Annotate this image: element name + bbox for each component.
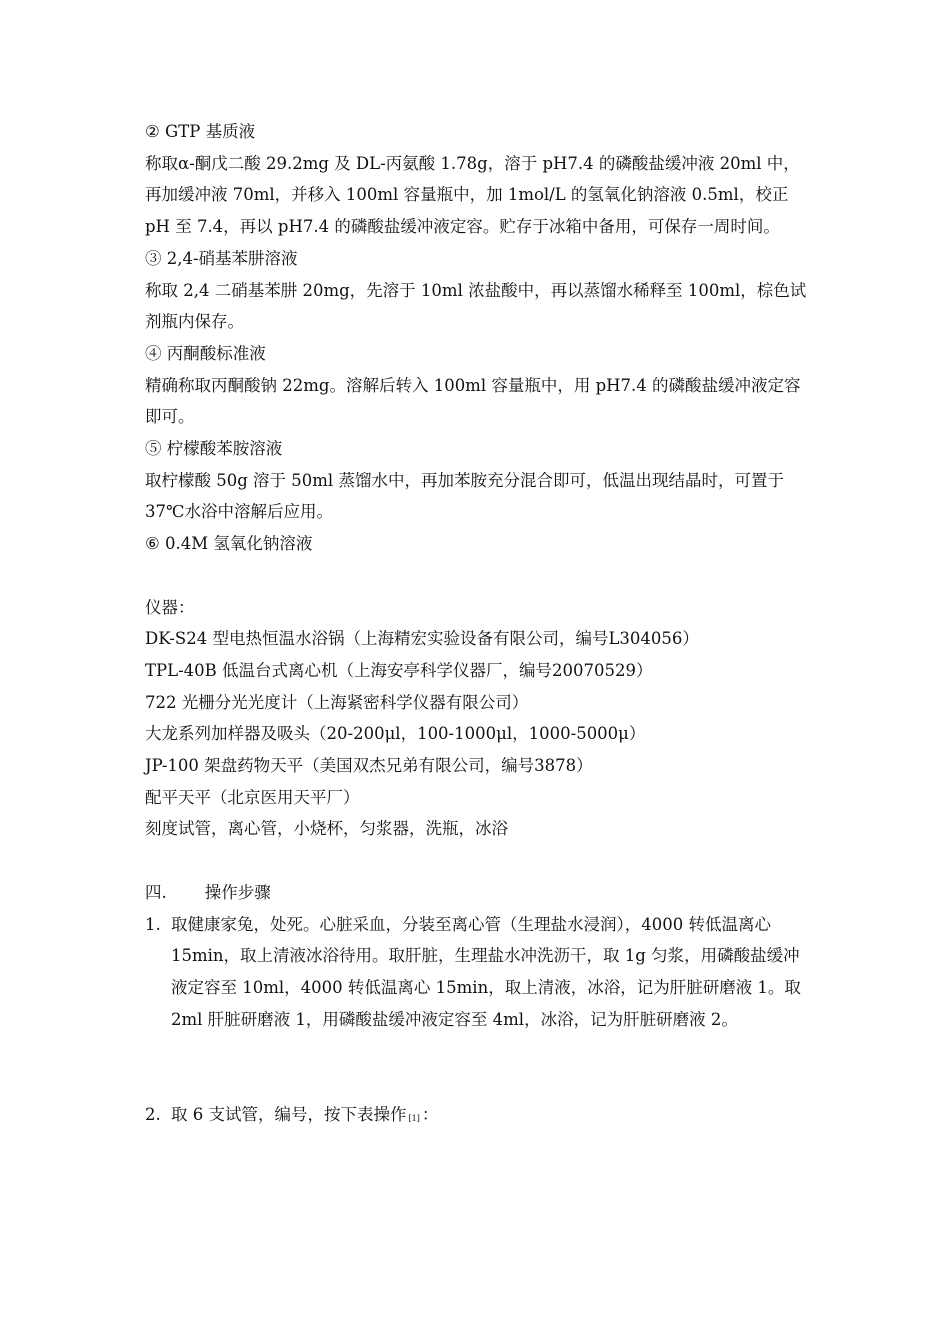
instrument-item: DK-S24 型电热恒温水浴锅（上海精宏实验设备有限公司，编号L304056） [145,629,699,649]
blank-line [145,845,810,877]
procedure-section [145,877,810,1134]
instrument-item: 刻度试管，离心管，小烧杯，匀浆器，洗瓶，冰浴 [145,819,508,839]
citation-link[interactable]: [1] [408,1113,420,1123]
reagent-heading: ② GTP 基质液 [145,122,256,141]
blank-line [145,560,810,592]
reagent-description: 精确称取丙酮酸钠 22mg。溶解后转入 100ml 容量瓶中，用 pH7.4 的磷酸盐缓冲液定容即可。 [145,375,801,427]
instruments-section [145,592,810,846]
instrument-item: TPL-40B 低温台式离心机（上海安亭科学仪器厂，编号20070529） [145,660,653,680]
blank-line [145,1035,810,1098]
instrument-item: 大龙系列加样器及吸头（20-200μl，100-1000μl，1000-5000μ） [145,724,646,744]
section-heading [145,877,810,909]
reagent-description: 取柠檬酸 50g 溶于 50ml 蒸馏水中，再加苯胺充分混合即可，低温出现结晶时，可置于 37℃水浴中溶解后应用。 [145,470,790,522]
reagent-heading: ④ 丙酮酸标准液 [145,343,266,363]
instruments-title: 仪器： [145,597,195,617]
reagent-heading: ⑤ 柠檬酸苯胺溶液 [145,439,283,459]
instrument-item: 722 光栅分光光度计（上海紧密科学仪器有限公司） [145,692,529,712]
procedure-step-1 [145,909,810,1036]
step-text: 取健康家兔，处死。心脏采血，分装至离心管（生理盐水浸润），4000 转低温离心 15min，取上清液冰浴待用。取肝脏，生理盐水冲洗沥干，取 1g 匀浆，用磷酸盐缓冲液定容至 10ml，4000 转低温离心 15min，取上清液，冰浴，记为肝脏研磨液 1。取 2ml 肝脏研磨液 1，用磷酸盐缓冲液定容至 4ml，冰浴，记为肝脏研磨液 2。 [171,914,807,1029]
step-text-suffix: ： [421,1104,439,1124]
reagent-description: 称取α-酮戊二酸 29.2mg 及 DL-丙氨酸 1.78g，溶于 pH7.4 的磷酸盐缓冲液 20ml 中，再加缓冲液 70ml，并移入 100ml 容量瓶中，加 1mol/L 的氢氧化钠溶液 0.5ml，校正 pH 至 7.4，再以 pH7.4 的磷酸盐缓冲液定容。贮存于冰箱中备用，可保存一周时间。 [145,153,800,237]
section-title: 操作步骤 [204,882,271,902]
instrument-item: 配平天平（北京医用天平厂） [145,787,360,807]
reagent-description: 称取 2,4 二硝基苯肼 20mg，先溶于 10ml 浓盐酸中，再以蒸馏水稀释至 100ml，棕色试剂瓶内保存。 [145,280,807,332]
step-number: 2. [145,1104,161,1124]
reagent-heading: ③ 2,4-硝基苯肼溶液 [145,248,298,268]
procedure-step-2 [145,1099,810,1134]
step-text-main: 取 6 支试管，编号，按下表操作 [171,1104,407,1124]
reagent-heading: ⑥ 0.4M 氢氧化钠溶液 [145,534,313,554]
step-number: 1. [145,914,161,934]
step-text [171,1099,810,1134]
instrument-item: JP-100 架盘药物天平（美国双杰兄弟有限公司，编号3878） [145,756,593,776]
section-number: 四. [145,882,167,902]
reagent-section [145,116,810,560]
